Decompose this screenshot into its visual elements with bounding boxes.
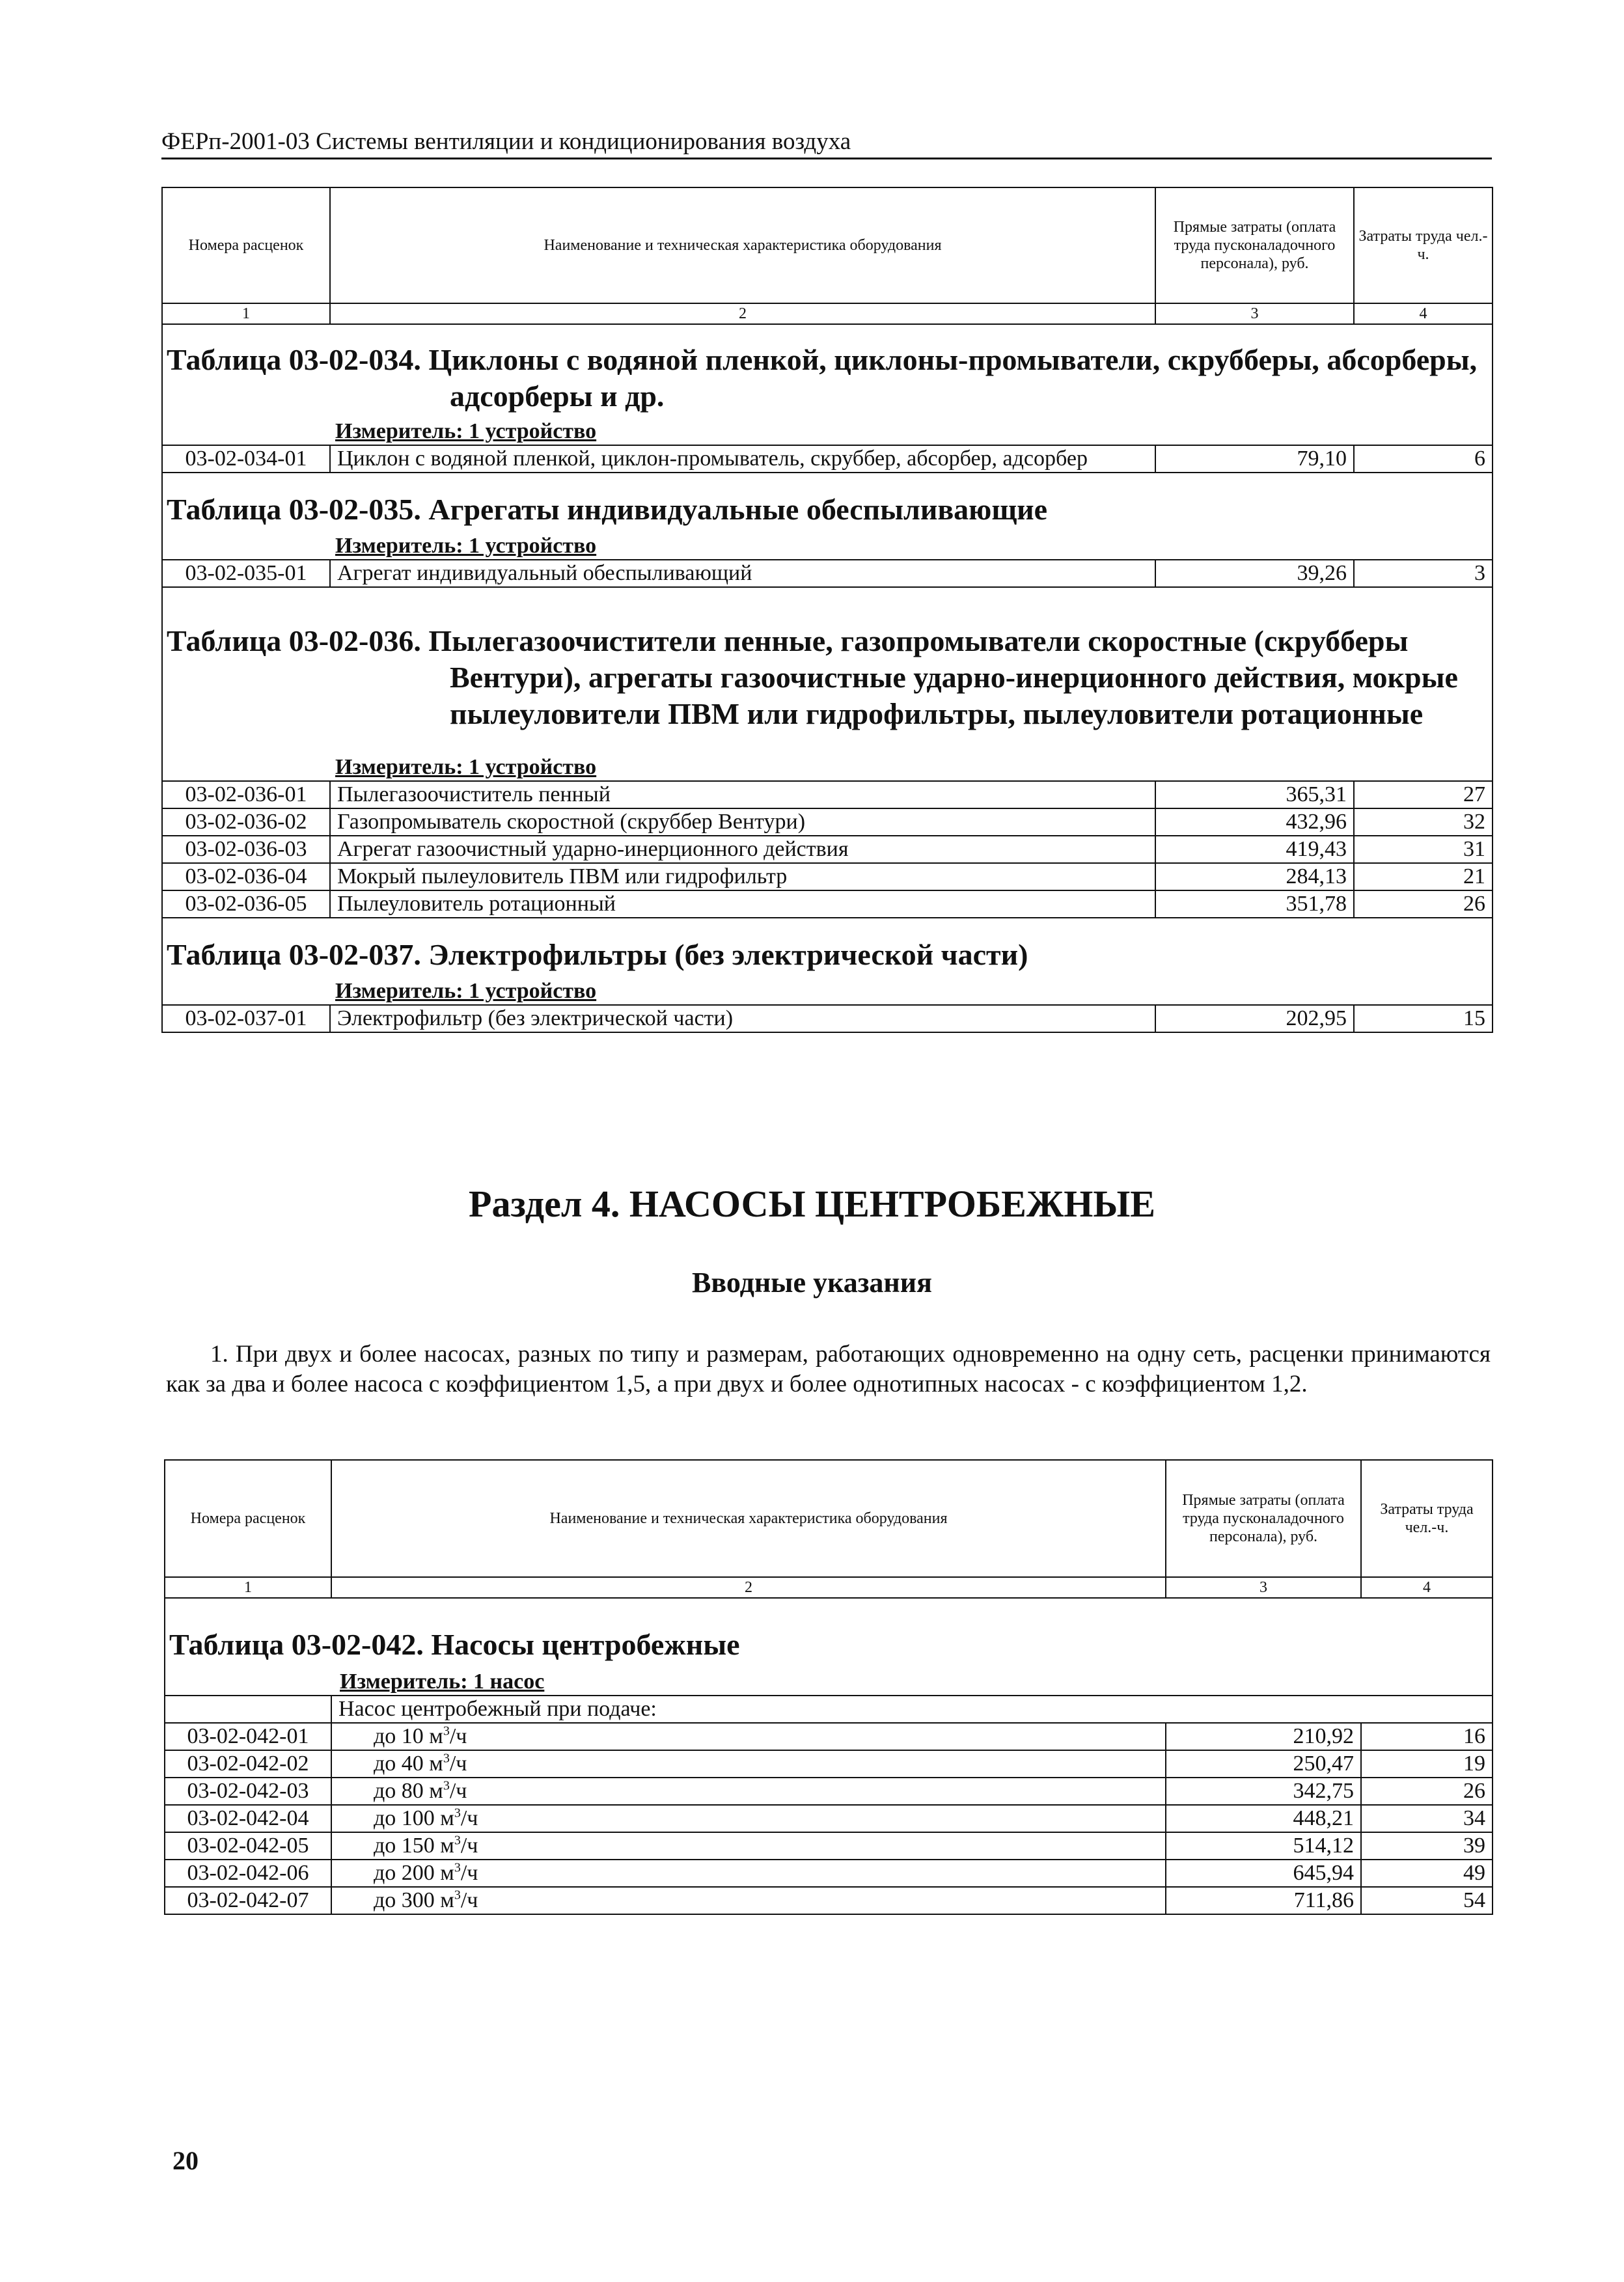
table-036-title: Таблица 03-02-036. Пылегазоочистители пенные, газопромыватели скоростные (скрубберы Вентури), агрегаты газоочистные ударно-инерционного действия, мокрые пылеуловители ПВМ или гидрофильтры, пылеуловители ротационные	[162, 587, 1493, 754]
rate-labor: 3	[1354, 560, 1493, 587]
rate-labor: 39	[1361, 1832, 1493, 1860]
rate-name: Агрегат индивидуальный обеспыливающий	[330, 560, 1155, 587]
rate-cost: 342,75	[1166, 1778, 1361, 1805]
col-name-header: Наименование и техническая характеристика оборудования	[330, 187, 1155, 303]
col-labor-header: Затраты труда чел.-ч.	[1361, 1460, 1493, 1577]
table-042-subheading: Насос центробежный при подаче:	[331, 1696, 1493, 1723]
table-row	[162, 560, 1493, 587]
col-number: 2	[330, 303, 1155, 324]
rate-name: до 40 $м^3/ч$	[331, 1750, 1166, 1778]
table-row	[162, 445, 1493, 473]
rate-cost: 202,95	[1155, 1005, 1354, 1032]
col-number: 4	[1361, 1577, 1493, 1598]
table-row	[165, 1832, 1493, 1860]
table-037-title: Таблица 03-02-037. Электрофильтры (без электрической части)	[162, 918, 1493, 978]
table-row	[162, 890, 1493, 918]
rate-labor: 49	[1361, 1860, 1493, 1887]
rate-name: до 300 $м^3/ч$	[331, 1887, 1166, 1914]
rates-table-1	[161, 187, 1493, 1033]
rate-cost: 365,31	[1155, 781, 1354, 808]
col-name-header: Наименование и техническая характеристика оборудования	[331, 1460, 1166, 1577]
table-037-measure: Измеритель: 1 устройство	[162, 978, 1493, 1005]
rate-labor: 26	[1361, 1778, 1493, 1805]
rate-name: Агрегат газоочистный ударно-инерционного действия	[330, 836, 1155, 863]
rate-code: 03-02-036-01	[162, 781, 330, 808]
rate-cost: 514,12	[1166, 1832, 1361, 1860]
rate-name: Пылеуловитель ротационный	[330, 890, 1155, 918]
rate-cost: 79,10	[1155, 445, 1354, 473]
col-number: 1	[162, 303, 330, 324]
table-row	[165, 1860, 1493, 1887]
rate-name: до 100 $м^3/ч$	[331, 1805, 1166, 1832]
rate-labor: 15	[1354, 1005, 1493, 1032]
col-labor-header: Затраты труда чел.-ч.	[1354, 187, 1493, 303]
col-number: 1	[165, 1577, 331, 1598]
table-034-title: Таблица 03-02-034. Циклоны с водяной пленкой, циклоны-промыватели, скрубберы, абсорберы, адсорберы и др.	[162, 324, 1493, 419]
rate-cost: 645,94	[1166, 1860, 1361, 1887]
table-034-measure: Измеритель: 1 устройство	[162, 419, 1493, 445]
rate-name: Электрофильтр (без электрической части)	[330, 1005, 1155, 1032]
col-number: 3	[1155, 303, 1354, 324]
rate-code: 03-02-036-02	[162, 808, 330, 836]
table-035-title: Таблица 03-02-035. Агрегаты индивидуальные обеспыливающие	[162, 473, 1493, 533]
column-header-row	[165, 1460, 1493, 1577]
col-number: 2	[331, 1577, 1166, 1598]
rate-name: до 200 $м^3/ч$	[331, 1860, 1166, 1887]
rate-name: Циклон с водяной пленкой, циклон-промыватель, скруббер, абсорбер, адсорбер	[330, 445, 1155, 473]
table-row	[162, 836, 1493, 863]
rate-code: 03-02-034-01	[162, 445, 330, 473]
table-row	[165, 1778, 1493, 1805]
rate-labor: 34	[1361, 1805, 1493, 1832]
column-header-row	[162, 187, 1493, 303]
rate-labor: 54	[1361, 1887, 1493, 1914]
table-042-title: Таблица 03-02-042. Насосы центробежные	[165, 1598, 1493, 1669]
table-row	[165, 1723, 1493, 1750]
rate-labor: 32	[1354, 808, 1493, 836]
rate-cost: 419,43	[1155, 836, 1354, 863]
rate-code: 03-02-042-02	[165, 1750, 331, 1778]
rate-cost: 432,96	[1155, 808, 1354, 836]
rate-labor: 19	[1361, 1750, 1493, 1778]
rate-labor: 6	[1354, 445, 1493, 473]
rate-name: до 150 $м^3/ч$	[331, 1832, 1166, 1860]
rate-code: 03-02-042-06	[165, 1860, 331, 1887]
intro-paragraph: 1. При двух и более насосах, разных по типу и размерам, работающих одновременно на одну сеть, расценки принимаются как за два и более насоса с коэффициентом 1,5, а при двух и более однотипных насосах - с коэффициентом 1,2.	[166, 1341, 1491, 1397]
rate-code: 03-02-042-07	[165, 1887, 331, 1914]
rate-cost: 284,13	[1155, 863, 1354, 890]
column-number-row	[162, 303, 1493, 324]
rate-code: 03-02-036-04	[162, 863, 330, 890]
rate-code: 03-02-042-03	[165, 1778, 331, 1805]
rate-code: 03-02-036-05	[162, 890, 330, 918]
table-035-measure: Измеритель: 1 устройство	[162, 533, 1493, 560]
table-row	[162, 781, 1493, 808]
table-row	[162, 808, 1493, 836]
table-row	[165, 1805, 1493, 1832]
rate-labor: 27	[1354, 781, 1493, 808]
col-number: 3	[1166, 1577, 1361, 1598]
rate-cost: 210,92	[1166, 1723, 1361, 1750]
page-number: 20	[172, 2146, 199, 2175]
rate-code: 03-02-042-05	[165, 1832, 331, 1860]
col-number: 4	[1354, 303, 1493, 324]
col-cost-header: Прямые затраты (оплата труда пусконаладочного персонала), руб.	[1155, 187, 1354, 303]
col-code-header: Номера расценок	[165, 1460, 331, 1577]
rate-cost: 711,86	[1166, 1887, 1361, 1914]
rate-name: до 80 $м^3/ч$	[331, 1778, 1166, 1805]
table-042-measure: Измеритель: 1 насос	[165, 1669, 1493, 1696]
rate-cost: 39,26	[1155, 560, 1354, 587]
rate-cost: 351,78	[1155, 890, 1354, 918]
table-row	[165, 1887, 1493, 1914]
page-header: ФЕРп-2001-03 Системы вентиляции и кондиционирования воздуха	[161, 128, 1492, 159]
column-number-row	[165, 1577, 1493, 1598]
rate-code: 03-02-042-04	[165, 1805, 331, 1832]
table-row	[162, 863, 1493, 890]
rate-code: 03-02-042-01	[165, 1723, 331, 1750]
rates-table-2	[164, 1459, 1493, 1915]
rate-code: 03-02-036-03	[162, 836, 330, 863]
rate-name: Мокрый пылеуловитель ПВМ или гидрофильтр	[330, 863, 1155, 890]
section-title: Раздел 4. НАСОСЫ ЦЕНТРОБЕЖНЫЕ	[469, 1183, 1155, 1225]
rate-labor: 21	[1354, 863, 1493, 890]
col-cost-header: Прямые затраты (оплата труда пусконаладочного персонала), руб.	[1166, 1460, 1361, 1577]
rate-code: 03-02-035-01	[162, 560, 330, 587]
rate-name: Газопромыватель скоростной (скруббер Вентури)	[330, 808, 1155, 836]
col-code-header: Номера расценок	[162, 187, 330, 303]
table-row	[162, 1005, 1493, 1032]
rate-labor: 26	[1354, 890, 1493, 918]
table-036-measure: Измеритель: 1 устройство	[162, 754, 1493, 781]
rate-cost: 250,47	[1166, 1750, 1361, 1778]
rate-name: Пылегазоочиститель пенный	[330, 781, 1155, 808]
subheading-row	[165, 1696, 1493, 1723]
table-row	[165, 1750, 1493, 1778]
rate-labor: 16	[1361, 1723, 1493, 1750]
rate-code: 03-02-037-01	[162, 1005, 330, 1032]
rate-name: до 10 $м^3/ч$	[331, 1723, 1166, 1750]
rate-labor: 31	[1354, 836, 1493, 863]
intro-title: Вводные указания	[692, 1267, 932, 1299]
rate-cost: 448,21	[1166, 1805, 1361, 1832]
